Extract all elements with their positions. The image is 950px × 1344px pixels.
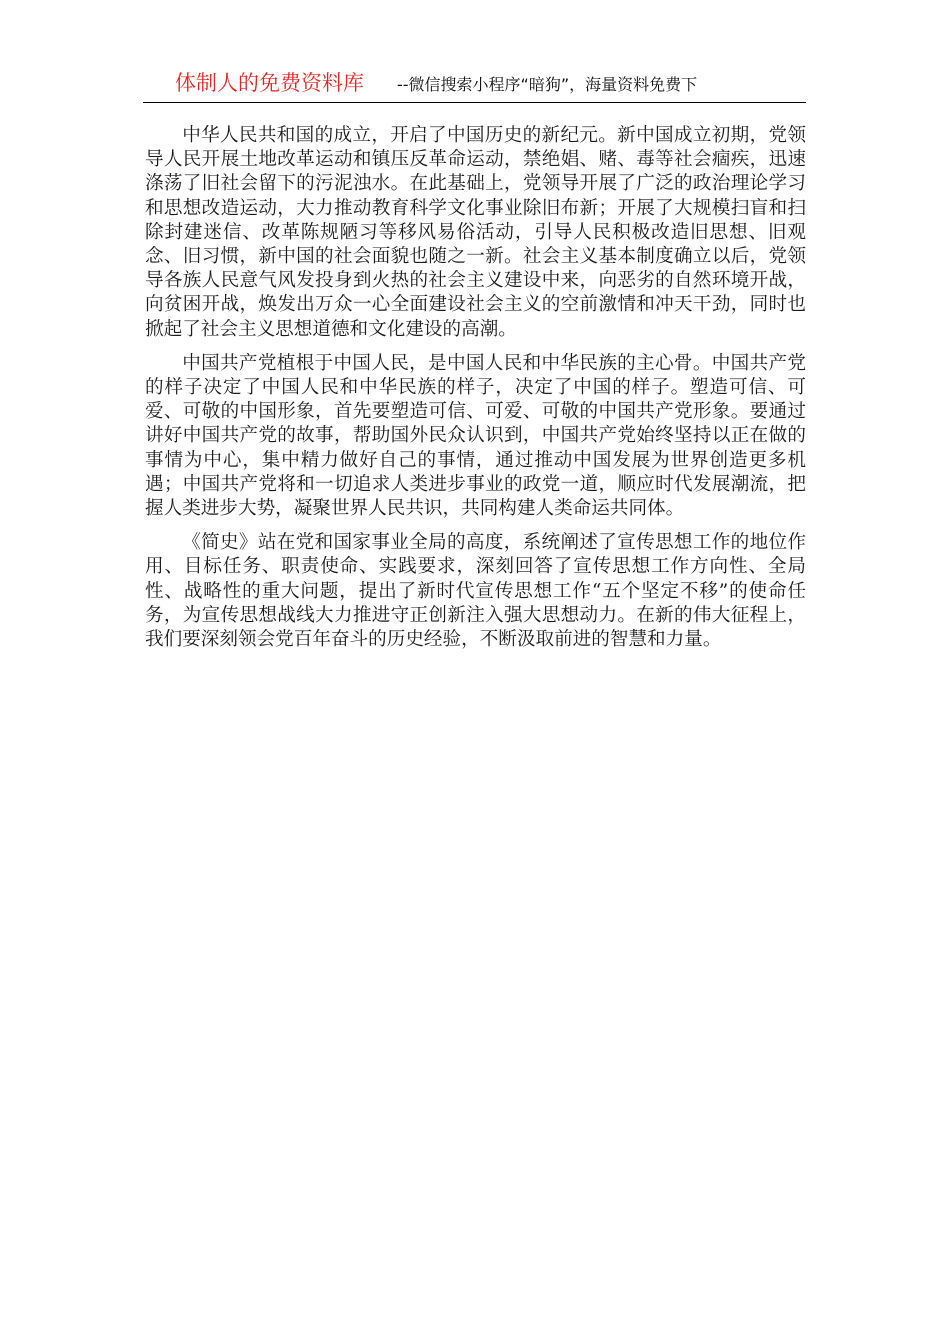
document-body xyxy=(145,124,806,662)
page-header xyxy=(143,68,806,103)
paragraph-2: 中国共产党植根于中国人民，是中国人民和中华民族的主心骨。中国共产党的样子决定了中国人民和中华民族的样子，决定了中国的样子。塑造可信、可爱、可敬的中国形象，首先要塑造可信、可爱、可敬的中国共产党形象。要通过讲好中国共产党的故事，帮助国外民众认识到，中国共产党始终坚持以正在做的事情为中心，集中精力做好自己的事情，通过推动中国发展为世界创造更多机遇；中国共产党将和一切追求人类进步事业的政党一道，顺应时代发展潮流，把握人类进步大势，凝聚世界人民共识，共同构建人类命运共同体。 xyxy=(145,352,806,520)
header-title: 体制人的免费资料库 xyxy=(175,71,364,95)
header-subtitle: --微信搜索小程序“暗狗”，海量资料免费下 xyxy=(397,75,698,94)
paragraph-3: 《简史》站在党和国家事业全局的高度，系统阐述了宣传思想工作的地位作用、目标任务、职责使命、实践要求，深刻回答了宣传思想工作方向性、全局性、战略性的重大问题，提出了新时代宣传思想工作“五个坚定不移”的使命任务，为宣传思想战线大力推进守正创新注入强大思想动力。在新的伟大征程上，我们要深刻领会党百年奋斗的历史经验，不断汲取前进的智慧和力量。 xyxy=(145,532,806,651)
paragraph-1: 中华人民共和国的成立，开启了中国历史的新纪元。新中国成立初期，党领导人民开展土地改革运动和镇压反革命运动，禁绝娼、赌、毒等社会痼疾，迅速涤荡了旧社会留下的污泥浊水。在此基础上，党领导开展了广泛的政治理论学习和思想改造运动，大力推动教育科学文化事业除旧布新；开展了大规模扫盲和扫除封建迷信、改革陈规陋习等移风易俗活动，引导人民积极改造旧思想、旧观念、旧习惯，新中国的社会面貌也随之一新。社会主义基本制度确立以后，党领导各族人民意气风发投身到火热的社会主义建设中来，向恶劣的自然环境开战，向贫困开战，焕发出万众一心全面建设社会主义的空前激情和冲天干劲，同时也掀起了社会主义思想道德和文化建设的高潮。 xyxy=(145,125,806,340)
